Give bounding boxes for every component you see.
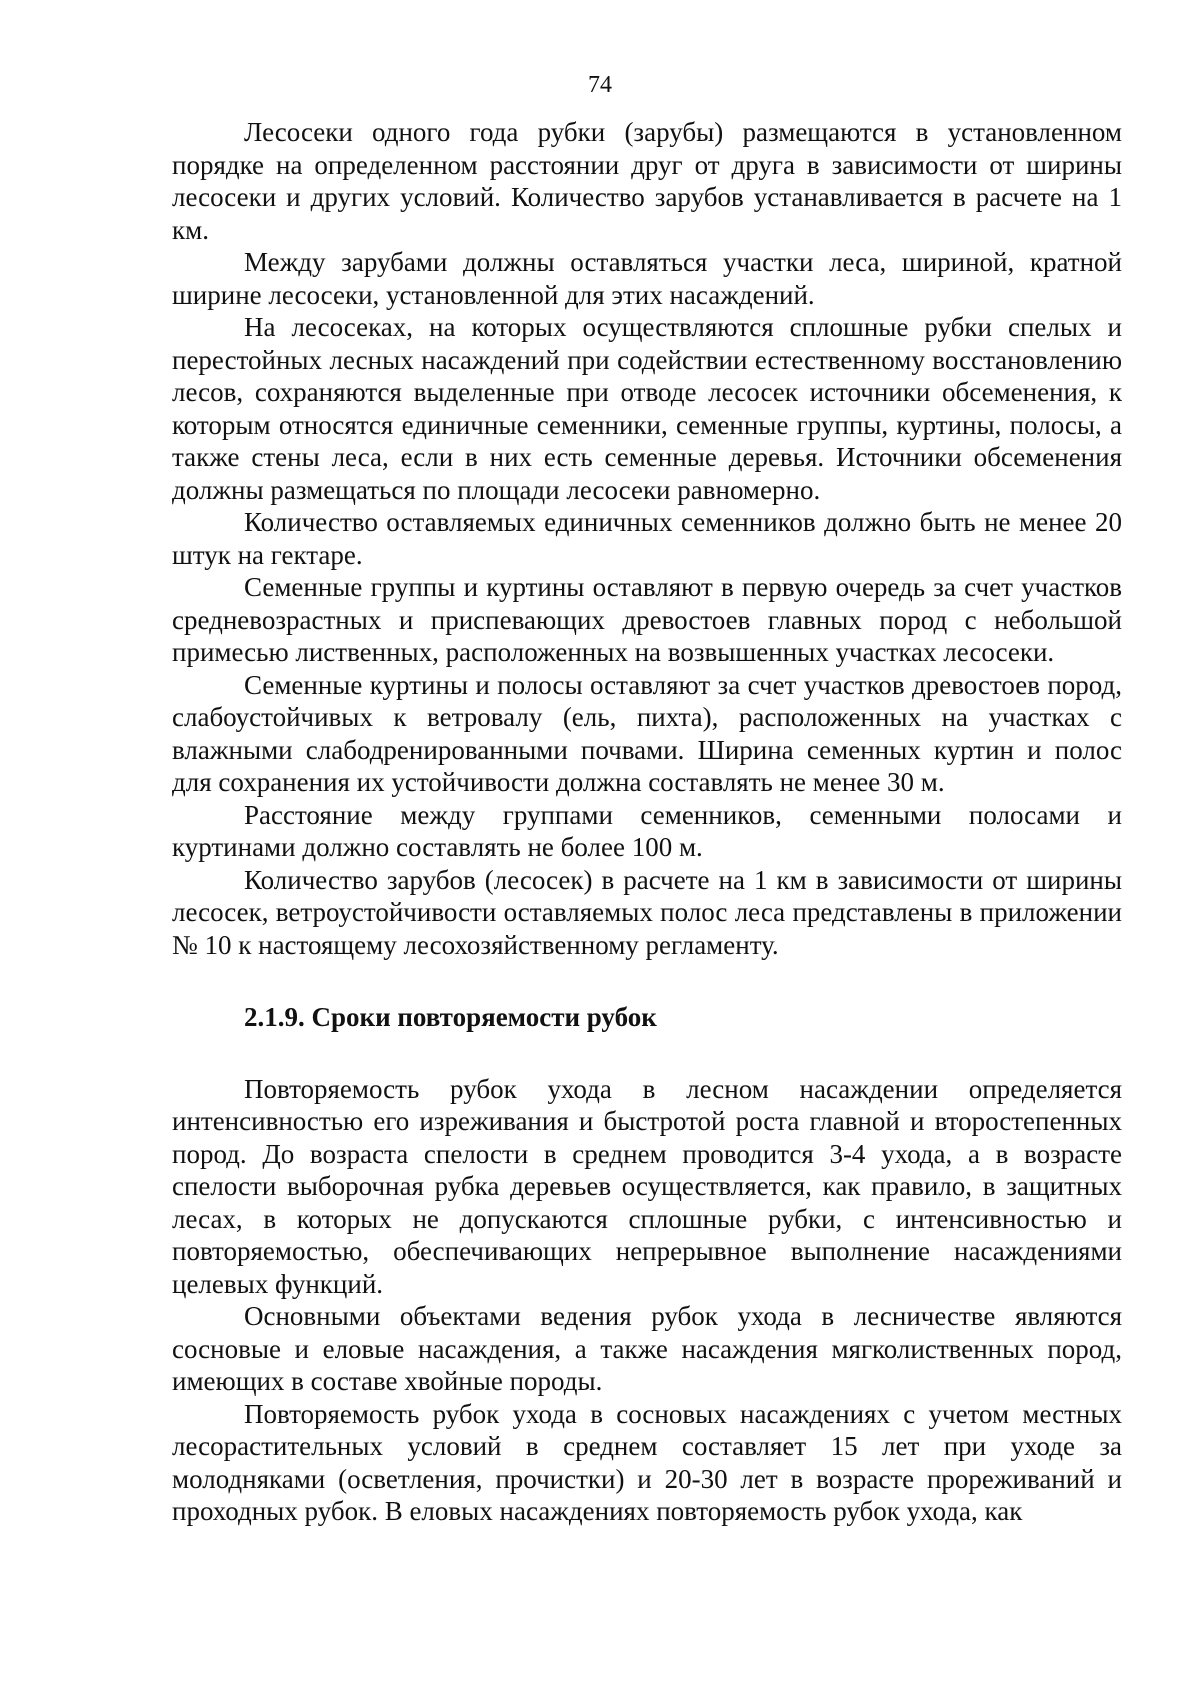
- paragraph: Лесосеки одного года рубки (зарубы) размещаются в установленном порядке на определенном расстоянии друг от друга в зависимости от ширины лесосеки и других условий. Количество зарубов устанавливается в расчете на 1 км.: [172, 117, 1122, 245]
- paragraph: Количество оставляемых единичных семенников должно быть не менее 20 штук на гектаре.: [172, 507, 1122, 570]
- paragraph: Количество зарубов (лесосек) в расчете на 1 км в зависимости от ширины лесосек, ветроустойчивости оставляемых полос леса представлены в приложении № 10 к настоящему лесохозяйственному регламенту.: [172, 864, 1122, 960]
- section-heading: 2.1.9. Сроки повторяемости рубок: [244, 1002, 657, 1032]
- paragraph: На лесосеках, на которых осуществляются сплошные рубки спелых и перестойных лесных насаждений при содействии естественному восстановлению лесов, сохраняются выделенные при отводе лесосек источники обсеменения, к которым относятся единичные семенники, семенные группы, куртины, полосы, а также стены леса, если в них есть семенные деревья. Источники обсеменения должны размещаться по площади лесосеки равномерно.: [172, 312, 1122, 505]
- paragraph: Повторяемость рубок ухода в лесном насаждении определяется интенсивностью его изреживания и быстротой роста главной и второстепенных пород. До возраста спелости в среднем проводится 3-4 ухода, а в возрасте спелости выборочная рубка деревьев осуществляется, как правило, в защитных лесах, в которых не допускаются сплошные рубки, с интенсивностью и повторяемостью, обеспечивающих непрерывное выполнение насаждениями целевых функций.: [172, 1073, 1122, 1299]
- paragraph: Основными объектами ведения рубок ухода в лесничестве являются сосновые и еловые насаждения, а также насаждения мягколиственных пород, имеющих в составе хвойные породы.: [172, 1301, 1122, 1396]
- paragraph: Повторяемость рубок ухода в сосновых насаждениях с учетом местных лесорастительных условий в среднем составляет 15 лет при уходе за молодняками (осветления, прочистки) и 20-30 лет в возрасте прореживаний и проходных рубок. В еловых насаждениях повторяемость рубок ухода, как: [172, 1398, 1122, 1526]
- paragraph: Между зарубами должны оставляться участки леса, шириной, кратной ширине лесосеки, установленной для этих насаждений.: [172, 247, 1122, 310]
- paragraph: Семенные группы и куртины оставляют в первую очередь за счет участков средневозрастных и приспевающих древостоев главных пород с небольшой примесью лиственных, расположенных на возвышенных участках лесосеки.: [172, 572, 1122, 667]
- paragraph: Семенные куртины и полосы оставляют за счет участков древостоев пород, слабоустойчивых к ветровалу (ель, пихта), расположенных на участках с влажными слабодренированными почвами. Ширина семенных куртин и полос для сохранения их устойчивости должна составлять не менее 30 м.: [172, 669, 1122, 797]
- page-number: 74: [588, 72, 612, 98]
- document-body: [172, 116, 1122, 1528]
- paragraph: Расстояние между группами семенников, семенными полосами и куртинами должно составлять не более 100 м.: [172, 799, 1122, 862]
